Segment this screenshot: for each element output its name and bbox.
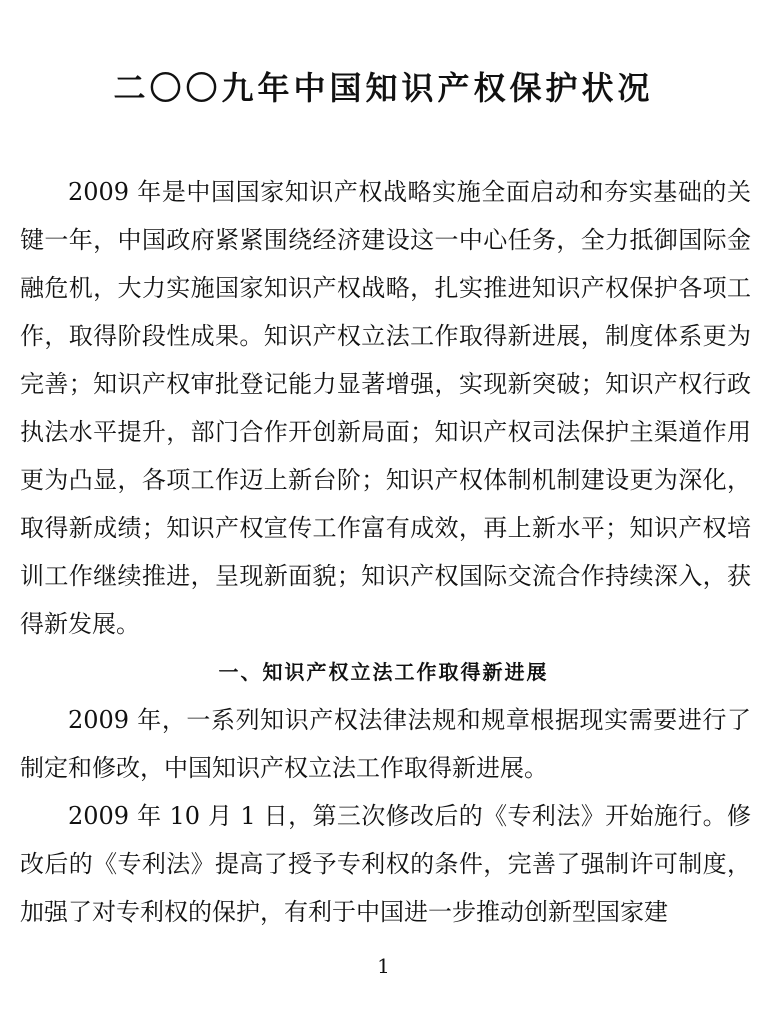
page-number: 1 xyxy=(377,954,390,978)
document-title: 二〇〇九年中国知识产权保护状况 xyxy=(113,69,654,107)
intro-paragraph: 2009 年是中国国家知识产权战略实施全面启动和夯实基础的关键一年，中国政府紧紧围绕经济建设这一中心任务，全力抵御国际金融危机，大力实施国家知识产权战略，扎实推进知识产权保护各项工作，取得阶段性成果。知识产权立法工作取得新进展，制度体系更为完善；知识产权审批登记能力显著增强，实现新突破；知识产权行政执法水平提升，部门合作开创新局面；知识产权司法保护主渠道作用更为凸显，各项工作迈上新台阶；知识产权体制机制建设更为深化，取得新成绩；知识产权宣传工作富有成效，再上新水平；知识产权培训工作继续推进，呈现新面貌；知识产权国际交流合作持续深入，获得新发展。 xyxy=(20,178,751,638)
section-paragraph-2: 2009 年 10 月 1 日，第三次修改后的《专利法》开始施行。修改后的《专利法》提高了授予专利权的条件，完善了强制许可制度，加强了对专利权的保护，有利于中国进一步推动创新型国家建 xyxy=(20,802,751,926)
section-heading: 一、知识产权立法工作取得新进展 xyxy=(218,660,549,684)
section-paragraph-1: 2009 年，一系列知识产权法律法规和规章根据现实需要进行了制定和修改，中国知识产权立法工作取得新进展。 xyxy=(20,706,751,782)
